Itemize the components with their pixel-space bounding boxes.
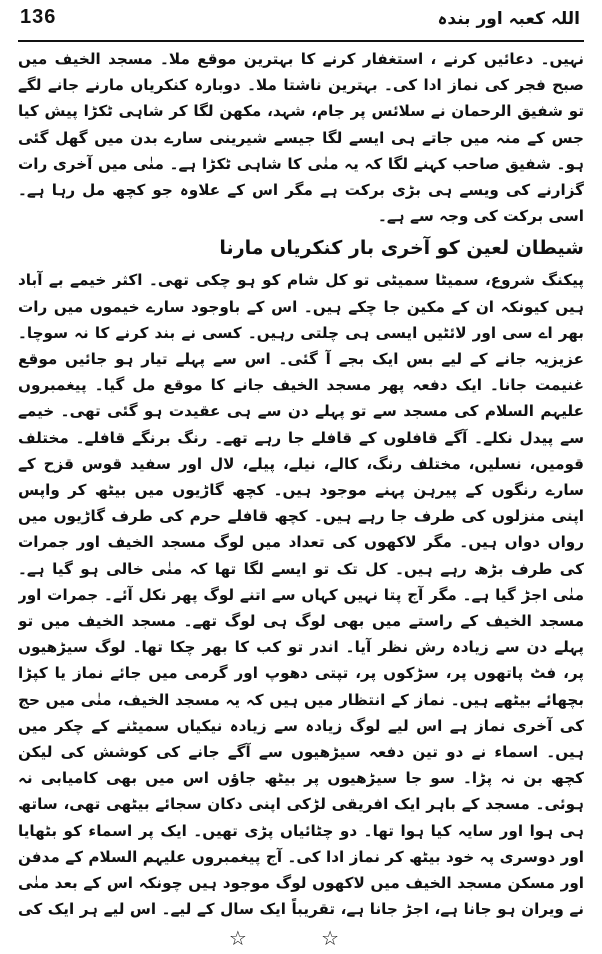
page-number: 136: [20, 6, 57, 28]
section-heading: شیطان لعین کو آخری بار کنکریاں مارنا: [219, 237, 584, 260]
body-paragraph: پیکنگ شروع، سمیٹا سمیٹی تو کل شام کو ہو چکی تھی۔ اکثر خیمے بے آباد ہیں کیونکہ ان کے مکین جا چکے ہیں۔ اس کے باوجود سارے خیموں میں رات بھر اے سی اور لائٹیں ایسی ہی چلتی رہیں۔ کسی نے بند کرنے کا نہ سوچا۔ عزیزیہ جانے کے لیے بس ایک بجے آ گئی۔ اس سے پہلے تیار ہو جائیں موقع غنیمت جانا۔ ایک دفعہ پھر مسجد الخیف جانے کا موقع مل گیا۔ پیغمبروں علیہم السلام کی مسجد سے تو پہلے دن سے ہی عقیدت ہو گئی تھی۔ خیمے سے پیدل نکلے۔ آگے قافلوں کے قافلے جا رہے تھے۔ رنگ برنگے قافلے۔ مختلف قومیں، نسلیں، مختلف رنگ، کالے، نیلے، پیلے، لال اور سفید قوس قزح کے سارے رنگوں کے پیرہن پہنے موجود ہیں۔ کچھ گاڑیوں میں بیٹھ کر واپس اپنی منزلوں کی طرف جا رہے ہیں۔ کچھ قافلے حرم کی طرف گاڑیوں میں رواں دواں ہیں۔ مگر لاکھوں کی تعداد میں لوگ مسجد الخیف اور جمرات کی طرف بڑھ رہے ہیں۔ کل تک تو ایسے لگا تھا کہ منٰی خالی ہو گیا ہے۔ منٰی اجڑ گیا ہے۔ مگر آج پتا نہیں کہاں سے اتنے لوگ پھر نکل آئے۔ جمرات اور مسجد الخیف کے راستے میں بھی لوگ ہی لوگ تھے۔ مسجد الخیف میں تو پہلے دن سے زیادہ رش نظر آیا۔ اندر تو کب کا بھر چکا تھا۔ لوگ سیڑھیوں پر، فٹ پاتھوں پر، سڑکوں پر، تپتی دھوپ اور گرمی میں جائے نماز یا کپڑا بچھائے بیٹھے ہیں۔ نماز کے انتظار میں ہیں کہ یہ مسجد الخیف، منٰی میں حج کی آخری نماز ہے اس لیے لوگ زیادہ سے زیادہ نیکیاں سمیٹنے کے چکر میں ہیں۔ اسماء نے دو تین دفعہ سیڑھیوں سے آگے جانے کی کوشش کی لیکن کچھ بن نہ پڑا۔ سو جا سیڑھیوں پر بیٹھ جاؤں اس میں بھی کامیابی نہ ہوئی۔ مسجد کے باہر ایک افریقی لڑکی اپنی دکان سجائے بیٹھی تھی، ساتھ ہی ہوا اور سایہ کیا ہوا تھا۔ دو چٹائیاں پڑی تھیں۔ ایک پر اسماء کو بٹھایا اور دوسری پہ خود بیٹھ کر نماز ادا کی۔ آج پیغمبروں علیہم السلام کے مدفن اور مسکن مسجد الخیف میں لاکھوں لوگ موجود ہیں چونکہ اس کے بعد منٰی نے ویران ہو جانا ہے، اجڑ جانا ہے، تقریباً ایک سال کے لیے۔ اس لیے ہر ایک کی: [18, 271, 584, 919]
running-title: اللہ کعبہ اور بندہ: [437, 9, 580, 29]
header-divider: [18, 40, 584, 42]
page-content: [18, 46, 584, 924]
star-ornament-icon: ☆ ☆: [228, 926, 374, 950]
body-paragraph: نہیں۔ دعائیں کرنے ، استغفار کرنے کا بہترین موقع ملا۔ مسجد الخیف میں صبح فجر کی نماز ادا کی۔ بہترین ناشتا ملا۔ دوبارہ کنکریاں مارنے جانے لگے تو شفیق الرحمان نے سلائس پر جام، شہد، مکھن لگا کر شاہی ٹکڑا پیش کیا جس کے منہ میں جاتے ہی ایسے لگا جیسے شیرینی سارے بدن میں گھل گئی ہو۔ شفیق صاحب کہنے لگا کہ یہ منٰی کا شاہی ٹکڑا ہے۔ منٰی میں آخری رات گزارنے کی ویسے ہی بڑی برکت ہے مگر اس کے علاوہ جو کچھ مل رہا ہے۔ اسی برکت کی وجہ سے ہے۔: [18, 50, 584, 226]
